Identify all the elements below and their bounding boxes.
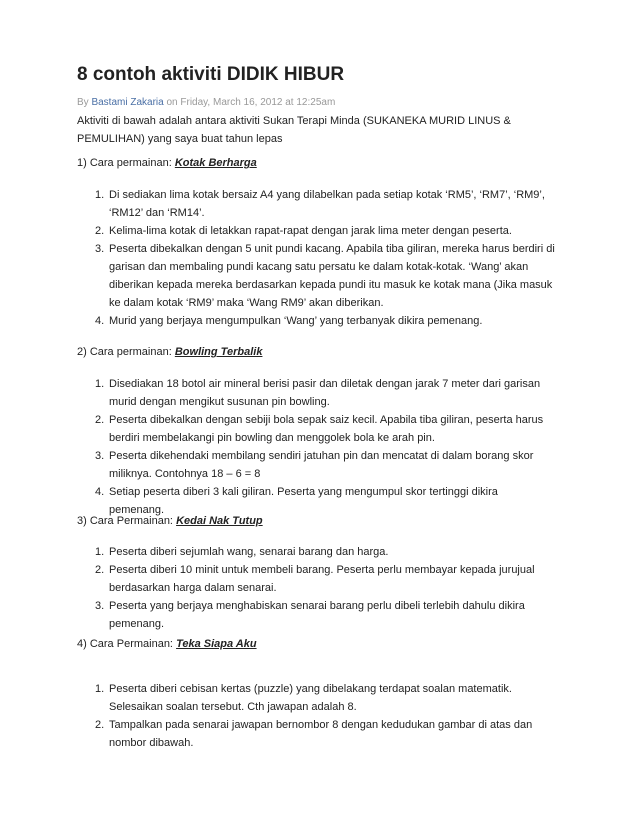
page-title: 8 contoh aktiviti DIDIK HIBUR — [77, 64, 345, 85]
byline-prefix: By — [77, 97, 89, 108]
section-heading-title: Kotak Berharga — [174, 157, 257, 169]
list-item: 1. Di sediakan lima kotak bersaiz A4 yang dilabelkan pada setiap kotak ‘RM5’, ‘RM7’, ‘RM9’, ‘RM12’ dan ‘RM14’. — [95, 189, 545, 219]
section-heading — [77, 157, 257, 169]
author-link[interactable]: Bastami Zakaria — [91, 97, 164, 108]
byline — [77, 97, 335, 108]
list-item-text: Peserta dibekalkan dengan sebiji bola sepak saiz kecil. Apabila tiba giliran, peserta harus berdiri membelakangi pin bowling dan menggolek bola ke arah pin. — [109, 414, 544, 444]
list-item: 3. Peserta dibekalkan dengan 5 unit pundi kacang. Apabila tiba giliran, mereka harus berdiri di garisan dan membaling pundi kacang satu persatu ke dalam kotak-kotak. ‘Wang’ akan diberikan kepada mereka berdasarkan kepada pundi itu masuk ke kotak mana (Jika masuk ke dalam kotak ‘RM9’ maka ‘Wang RM9’ akan diberikan. — [95, 243, 555, 309]
section-list — [95, 375, 555, 519]
list-item: 3. Peserta dikehendaki membilang sendiri jatuhan pin dan mencatat di dalam borang skor miliknya. Contohnya 18 – 6 = 8 — [95, 450, 534, 480]
list-item-text: Setiap peserta diberi 3 kali giliran. Peserta yang mengumpul skor tertinggi dikira pemenang. — [109, 486, 498, 516]
list-item-text: Di sediakan lima kotak bersaiz A4 yang dilabelkan pada setiap kotak ‘RM5’, ‘RM7’, ‘RM9’, ‘RM12’ dan ‘RM14’. — [109, 189, 545, 219]
section-list — [95, 186, 555, 330]
list-item-text: Kelima-lima kotak di letakkan rapat-rapat dengan jarak lima meter dengan peserta. — [109, 225, 512, 237]
section-heading-prefix: 3) Cara Permainan: — [77, 515, 173, 527]
list-item: 3. Peserta yang berjaya menghabiskan senarai barang perlu dibeli terlebih dahulu dikira pemenang. — [95, 600, 525, 630]
list-item-text: Tampalkan pada senarai jawapan bernombor 8 dengan kedudukan gambar di atas dan nombor dibawah. — [109, 719, 533, 749]
list-item: 2. Peserta diberi 10 minit untuk membeli barang. Peserta perlu membayar kepada jurujual berdasarkan harga dalam senarai. — [95, 564, 535, 594]
section-heading-title: Bowling Terbalik — [174, 346, 263, 358]
list-item: 2. Kelima-lima kotak di letakkan rapat-rapat dengan jarak lima meter dengan peserta. — [95, 225, 512, 237]
section-list — [95, 680, 555, 752]
section-heading — [77, 515, 263, 527]
list-item-text: Disediakan 18 botol air mineral berisi pasir dan diletak dengan jarak 7 meter dari garisan murid dengan mengikut susunan pin bowling. — [109, 378, 541, 408]
list-item-text: Peserta dikehendaki membilang sendiri jatuhan pin dan mencatat di dalam borang skor miliknya. Contohnya 18 – 6 = 8 — [109, 450, 534, 480]
list-item-text: Peserta yang berjaya menghabiskan senarai barang perlu dibeli terlebih dahulu dikira pemenang. — [109, 600, 525, 630]
list-item-text: Peserta dibekalkan dengan 5 unit pundi kacang. Apabila tiba giliran, mereka harus berdiri di garisan dan membaling pundi kacang satu persatu ke dalam kotak-kotak. ‘Wang’ akan diberikan kepada mereka berdasarkan kepada pundi itu masuk ke kotak mana (Jika masuk ke dalam kotak ‘RM9’ maka ‘Wang RM9’ akan diberikan. — [109, 243, 555, 309]
list-item: 1. Disediakan 18 botol air mineral berisi pasir dan diletak dengan jarak 7 meter dari garisan murid dengan mengikut susunan pin bowling. — [95, 378, 541, 408]
post-date: on Friday, March 16, 2012 at 12:25am — [166, 97, 336, 108]
section-list — [95, 543, 555, 633]
section-heading-prefix: 2) Cara permainan: — [77, 346, 172, 358]
list-item-text: Peserta diberi cebisan kertas (puzzle) yang dibelakang terdapat soalan matematik. Selesaikan soalan tersebut. Cth jawapan adalah 8. — [109, 683, 512, 713]
list-item: 1. Peserta diberi cebisan kertas (puzzle) yang dibelakang terdapat soalan matematik. Selesaikan soalan tersebut. Cth jawapan adalah 8. — [95, 683, 512, 713]
list-item: 2. Tampalkan pada senarai jawapan bernombor 8 dengan kedudukan gambar di atas dan nombor dibawah. — [95, 719, 533, 749]
section-heading-prefix: 1) Cara permainan: — [77, 157, 172, 169]
intro-paragraph: Aktiviti di bawah adalah antara aktiviti Sukan Terapi Minda (SUKANEKA MURID LINUS & PEMULIHAN) yang saya buat tahun lepas — [77, 115, 511, 145]
list-item-text: Murid yang berjaya mengumpulkan ‘Wang’ yang terbanyak dikira pemenang. — [109, 315, 483, 327]
list-item: 4. Murid yang berjaya mengumpulkan ‘Wang’ yang terbanyak dikira pemenang. — [95, 315, 483, 327]
list-item: 1. Peserta diberi sejumlah wang, senarai barang dan harga. — [95, 546, 389, 558]
section-heading-title: Teka Siapa Aku — [176, 638, 257, 650]
section-heading — [77, 638, 257, 650]
list-item: 2. Peserta dibekalkan dengan sebiji bola sepak saiz kecil. Apabila tiba giliran, peserta harus berdiri membelakangi pin bowling dan menggolek bola ke arah pin. — [95, 414, 544, 444]
section-heading — [77, 346, 262, 358]
section-heading-title: Kedai Nak Tutup — [176, 515, 263, 527]
list-item-text: Peserta diberi 10 minit untuk membeli barang. Peserta perlu membayar kepada jurujual berdasarkan harga dalam senarai. — [109, 564, 535, 594]
list-item: 4. Setiap peserta diberi 3 kali giliran. Peserta yang mengumpul skor tertinggi dikira pemenang. — [95, 486, 498, 516]
section-heading-prefix: 4) Cara Permainan: — [77, 638, 173, 650]
list-item-text: Peserta diberi sejumlah wang, senarai barang dan harga. — [109, 546, 389, 558]
